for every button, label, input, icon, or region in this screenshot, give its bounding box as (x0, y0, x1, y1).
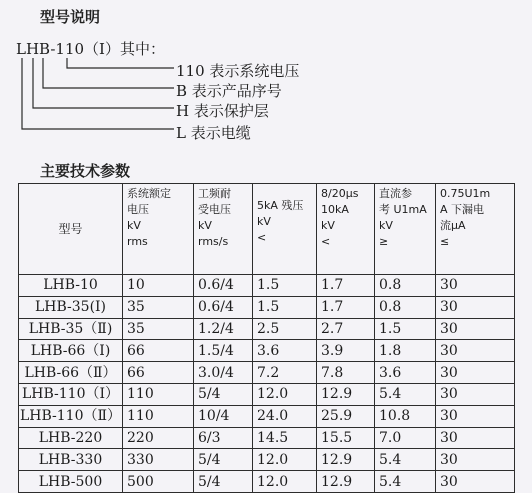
header-model: 型号 (19, 184, 123, 275)
value-cell: 0.6/4 (194, 296, 253, 318)
value-cell: 12.9 (317, 449, 375, 471)
value-cell: 1.5 (253, 275, 317, 297)
model-cell: LHB-110（Ⅱ） (19, 405, 123, 427)
value-cell: 5.4 (375, 383, 436, 405)
model-cell: LHB-10 (19, 275, 123, 297)
model-description-title: 型号说明 (40, 8, 101, 26)
value-cell: 330 (123, 449, 194, 471)
leader-line-cable (22, 58, 174, 129)
value-cell: 1.5 (375, 318, 436, 340)
value-cell: 30 (436, 427, 515, 449)
value-cell: 25.9 (317, 405, 375, 427)
table-row (19, 427, 515, 449)
value-cell: 110 (123, 383, 194, 405)
value-cell: 30 (436, 449, 515, 471)
value-cell: 2.5 (253, 318, 317, 340)
value-cell: 0.6/4 (194, 275, 253, 297)
value-cell: 3.9 (317, 340, 375, 362)
value-cell: 1.5 (253, 296, 317, 318)
value-cell: 1.7 (317, 296, 375, 318)
value-cell: 7.2 (253, 362, 317, 384)
value-cell: 12.9 (317, 471, 375, 493)
value-cell: 0.8 (375, 275, 436, 297)
model-cell: LHB-66（Ⅱ） (19, 362, 123, 384)
model-cell: LHB-66（Ⅰ) (19, 340, 123, 362)
value-cell: 1.8 (375, 340, 436, 362)
header-residual-5ka: 5kA 残压 kV < (253, 184, 317, 275)
value-cell: 35 (123, 318, 194, 340)
value-cell: 30 (436, 296, 515, 318)
value-cell: 15.5 (317, 427, 375, 449)
model-cell: LHB-35(Ⅰ) (19, 296, 123, 318)
value-cell: 6/3 (194, 427, 253, 449)
value-cell: 10/4 (194, 405, 253, 427)
value-cell: 12.0 (253, 471, 317, 493)
explanation-serial: B 表示产品序号 (176, 82, 282, 100)
tech-params-table (18, 183, 515, 493)
model-cell: LHB-330 (19, 449, 123, 471)
value-cell: 12.0 (253, 383, 317, 405)
value-cell: 1.2/4 (194, 318, 253, 340)
model-cell: LHB-220 (19, 427, 123, 449)
tech-params-title: 主要技术参数 (40, 162, 131, 180)
value-cell: 5.4 (375, 471, 436, 493)
value-cell: 5/4 (194, 449, 253, 471)
value-cell: 2.7 (317, 318, 375, 340)
header-dc-reference: 直流参 考 U1mA kV ≥ (375, 184, 436, 275)
value-cell: 24.0 (253, 405, 317, 427)
model-cell: LHB-35（Ⅱ) (19, 318, 123, 340)
value-cell: 30 (436, 275, 515, 297)
model-cell: LHB-500 (19, 471, 123, 493)
value-cell: 220 (123, 427, 194, 449)
explanation-protection: H 表示保护层 (176, 102, 269, 120)
value-cell: 66 (123, 362, 194, 384)
value-cell: 30 (436, 405, 515, 427)
value-cell: 35 (123, 296, 194, 318)
model-code: LHB-110（Ⅰ）其中： (16, 40, 165, 58)
leader-line-voltage (67, 58, 174, 68)
value-cell: 1.5/4 (194, 340, 253, 362)
value-cell: 3.6 (253, 340, 317, 362)
value-cell: 30 (436, 471, 515, 493)
value-cell: 7.0 (375, 427, 436, 449)
value-cell: 0.8 (375, 296, 436, 318)
header-residual-10ka: 8/20μs 10kA kV < (317, 184, 375, 275)
leader-line-serial (43, 58, 174, 88)
value-cell: 12.0 (253, 449, 317, 471)
table-row (19, 383, 515, 405)
table-row (19, 449, 515, 471)
value-cell: 10 (123, 275, 194, 297)
table-row (19, 275, 515, 297)
value-cell: 3.6 (375, 362, 436, 384)
value-cell: 12.9 (317, 383, 375, 405)
value-cell: 3.0/4 (194, 362, 253, 384)
value-cell: 14.5 (253, 427, 317, 449)
table-row (19, 318, 515, 340)
value-cell: 10.8 (375, 405, 436, 427)
value-cell: 30 (436, 340, 515, 362)
value-cell: 7.8 (317, 362, 375, 384)
header-withstand-voltage: 工频耐 受电压 kV rms/s (194, 184, 253, 275)
value-cell: 30 (436, 383, 515, 405)
value-cell: 5/4 (194, 383, 253, 405)
explanation-cable: L 表示电缆 (176, 124, 251, 142)
explanation-voltage: 110 表示系统电压 (176, 62, 300, 80)
table-row (19, 340, 515, 362)
value-cell: 5.4 (375, 449, 436, 471)
value-cell: 5/4 (194, 471, 253, 493)
header-leakage-current: 0.75U1m A 下漏电 流μA ≤ (436, 184, 515, 275)
value-cell: 30 (436, 362, 515, 384)
leader-line-protection (33, 58, 174, 108)
value-cell: 110 (123, 405, 194, 427)
header-rated-voltage: 系统额定 电压 kV rms (123, 184, 194, 275)
table-header-row (19, 184, 515, 275)
value-cell: 30 (436, 318, 515, 340)
table-row (19, 405, 515, 427)
table-row (19, 296, 515, 318)
value-cell: 66 (123, 340, 194, 362)
table-row (19, 362, 515, 384)
value-cell: 1.7 (317, 275, 375, 297)
model-cell: LHB-110（Ⅰ） (19, 383, 123, 405)
value-cell: 500 (123, 471, 194, 493)
